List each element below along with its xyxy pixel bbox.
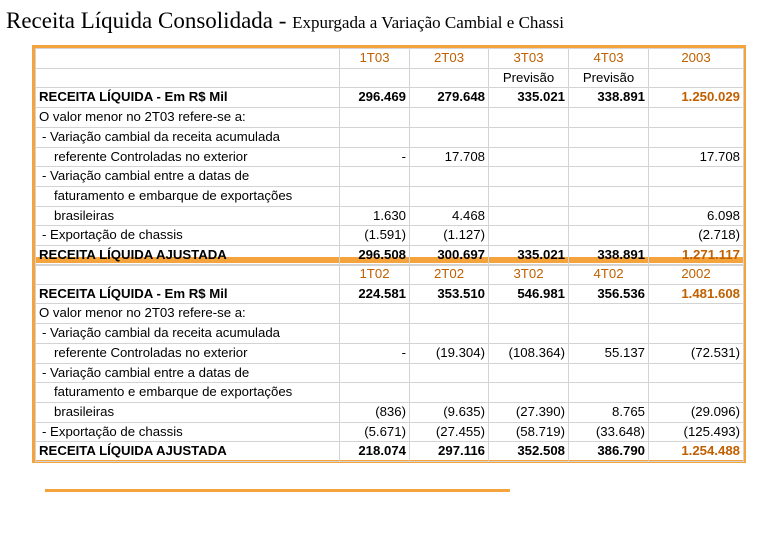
- value-cell: 296.508: [340, 246, 410, 266]
- value-cell: [569, 108, 649, 128]
- row-label: referente Controladas no exterior: [36, 147, 340, 167]
- value-cell: [569, 167, 649, 187]
- value-cell: [569, 147, 649, 167]
- value-cell: [340, 324, 410, 344]
- value-cell: [410, 324, 489, 344]
- value-cell: (836): [340, 402, 410, 422]
- value-cell: -: [340, 147, 410, 167]
- row-label: - Exportação de chassis: [36, 422, 340, 442]
- value-cell: [340, 167, 410, 187]
- value-cell: (5.671): [340, 422, 410, 442]
- value-cell: [569, 383, 649, 403]
- value-cell: 386.790: [569, 442, 649, 462]
- column-header: 2T03: [410, 49, 489, 69]
- table-row: [36, 206, 744, 226]
- value-cell: 55.137: [569, 343, 649, 363]
- value-cell: 1.250.029: [649, 88, 744, 108]
- value-cell: 1.481.608: [649, 284, 744, 304]
- subheader-blank: [36, 68, 340, 88]
- row-label: - Variação cambial entre a datas de: [36, 167, 340, 187]
- value-cell: 338.891: [569, 246, 649, 266]
- value-cell: [410, 363, 489, 383]
- header-row: [36, 49, 744, 69]
- value-cell: [569, 304, 649, 324]
- row-label: RECEITA LÍQUIDA - Em R$ Mil: [36, 284, 340, 304]
- value-cell: [410, 108, 489, 128]
- column-header: 3T03: [489, 49, 569, 69]
- row-label: RECEITA LÍQUIDA AJUSTADA: [36, 246, 340, 266]
- value-cell: 300.697: [410, 246, 489, 266]
- row-label: brasileiras: [36, 402, 340, 422]
- table-row: [36, 186, 744, 206]
- value-cell: [410, 383, 489, 403]
- value-cell: [410, 186, 489, 206]
- value-cell: (108.364): [489, 343, 569, 363]
- value-cell: [649, 167, 744, 187]
- row-label: - Variação cambial da receita acumulada: [36, 324, 340, 344]
- value-cell: (125.493): [649, 422, 744, 442]
- value-cell: [569, 324, 649, 344]
- value-cell: (27.390): [489, 402, 569, 422]
- value-cell: 1.271.117: [649, 246, 744, 266]
- value-cell: 224.581: [340, 284, 410, 304]
- value-cell: 335.021: [489, 246, 569, 266]
- column-subheader: [340, 68, 410, 88]
- value-cell: [649, 304, 744, 324]
- value-cell: [489, 127, 569, 147]
- column-subheader: Previsão: [489, 68, 569, 88]
- value-cell: (1.127): [410, 226, 489, 246]
- value-cell: [569, 186, 649, 206]
- column-header: 2T02: [410, 265, 489, 285]
- table-row: [36, 284, 744, 304]
- page-title: [6, 8, 564, 34]
- value-cell: 218.074: [340, 442, 410, 462]
- value-cell: [340, 186, 410, 206]
- value-cell: [340, 304, 410, 324]
- value-cell: 352.508: [489, 442, 569, 462]
- table-row: [36, 363, 744, 383]
- value-cell: -: [340, 343, 410, 363]
- value-cell: (29.096): [649, 402, 744, 422]
- value-cell: 17.708: [410, 147, 489, 167]
- title-sub: Expurgada a Variação Cambial e Chassi: [292, 13, 564, 32]
- value-cell: [340, 108, 410, 128]
- value-cell: [410, 127, 489, 147]
- table-row: [36, 442, 744, 462]
- underline-bar: [45, 489, 510, 492]
- row-label: faturamento e embarque de exportações: [36, 383, 340, 403]
- column-header: 1T02: [340, 265, 410, 285]
- value-cell: [489, 324, 569, 344]
- value-cell: [340, 383, 410, 403]
- column-subheader: [649, 68, 744, 88]
- value-cell: [649, 108, 744, 128]
- column-header: 4T03: [569, 49, 649, 69]
- value-cell: 1.254.488: [649, 442, 744, 462]
- value-cell: 546.981: [489, 284, 569, 304]
- value-cell: 17.708: [649, 147, 744, 167]
- row-label: faturamento e embarque de exportações: [36, 186, 340, 206]
- value-cell: (58.719): [489, 422, 569, 442]
- row-label: referente Controladas no exterior: [36, 343, 340, 363]
- value-cell: [489, 147, 569, 167]
- table-row: [36, 147, 744, 167]
- table-row: [36, 383, 744, 403]
- value-cell: (2.718): [649, 226, 744, 246]
- value-cell: [410, 167, 489, 187]
- value-cell: (1.591): [340, 226, 410, 246]
- value-cell: 1.630: [340, 206, 410, 226]
- value-cell: [489, 363, 569, 383]
- value-cell: [410, 304, 489, 324]
- value-cell: 356.536: [569, 284, 649, 304]
- table-row: [36, 324, 744, 344]
- table-row: [36, 343, 744, 363]
- value-cell: 338.891: [569, 88, 649, 108]
- header-blank: [36, 265, 340, 285]
- row-label: - Variação cambial da receita acumulada: [36, 127, 340, 147]
- value-cell: [489, 186, 569, 206]
- value-cell: 279.648: [410, 88, 489, 108]
- column-header: 2002: [649, 265, 744, 285]
- table-row: [36, 422, 744, 442]
- row-label: RECEITA LÍQUIDA - Em R$ Mil: [36, 88, 340, 108]
- value-cell: 353.510: [410, 284, 489, 304]
- title-main: Receita Líquida Consolidada -: [6, 8, 293, 33]
- row-label: brasileiras: [36, 206, 340, 226]
- row-label: - Variação cambial entre a datas de: [36, 363, 340, 383]
- value-cell: [569, 206, 649, 226]
- value-cell: [489, 206, 569, 226]
- value-cell: (27.455): [410, 422, 489, 442]
- value-cell: (9.635): [410, 402, 489, 422]
- value-cell: (33.648): [569, 422, 649, 442]
- row-label: RECEITA LÍQUIDA AJUSTADA: [36, 442, 340, 462]
- header-blank: [36, 49, 340, 69]
- table-2002: [35, 264, 744, 462]
- column-header: 3T02: [489, 265, 569, 285]
- value-cell: 6.098: [649, 206, 744, 226]
- table-row: [36, 246, 744, 266]
- value-cell: 335.021: [489, 88, 569, 108]
- value-cell: 4.468: [410, 206, 489, 226]
- value-cell: [340, 363, 410, 383]
- value-cell: [489, 383, 569, 403]
- table-row: [36, 108, 744, 128]
- value-cell: [569, 226, 649, 246]
- value-cell: (19.304): [410, 343, 489, 363]
- value-cell: [649, 383, 744, 403]
- value-cell: (72.531): [649, 343, 744, 363]
- value-cell: [569, 127, 649, 147]
- column-subheader: Previsão: [569, 68, 649, 88]
- table-row: [36, 402, 744, 422]
- table-row: [36, 88, 744, 108]
- value-cell: [489, 226, 569, 246]
- column-header: 1T03: [340, 49, 410, 69]
- value-cell: [489, 304, 569, 324]
- value-cell: [649, 363, 744, 383]
- value-cell: 296.469: [340, 88, 410, 108]
- value-cell: [649, 127, 744, 147]
- table-row: [36, 304, 744, 324]
- value-cell: [649, 324, 744, 344]
- value-cell: [340, 127, 410, 147]
- value-cell: 8.765: [569, 402, 649, 422]
- table-2003: [35, 48, 744, 266]
- table-row: [36, 226, 744, 246]
- row-label: O valor menor no 2T03 refere-se a:: [36, 108, 340, 128]
- column-header: 2003: [649, 49, 744, 69]
- row-label: O valor menor no 2T03 refere-se a:: [36, 304, 340, 324]
- value-cell: [489, 167, 569, 187]
- row-label: - Exportação de chassis: [36, 226, 340, 246]
- value-cell: 297.116: [410, 442, 489, 462]
- column-header: 4T02: [569, 265, 649, 285]
- value-cell: [569, 363, 649, 383]
- header-row: [36, 265, 744, 285]
- subheader-row: [36, 68, 744, 88]
- value-cell: [489, 108, 569, 128]
- table-row: [36, 127, 744, 147]
- table-row: [36, 167, 744, 187]
- column-subheader: [410, 68, 489, 88]
- value-cell: [649, 186, 744, 206]
